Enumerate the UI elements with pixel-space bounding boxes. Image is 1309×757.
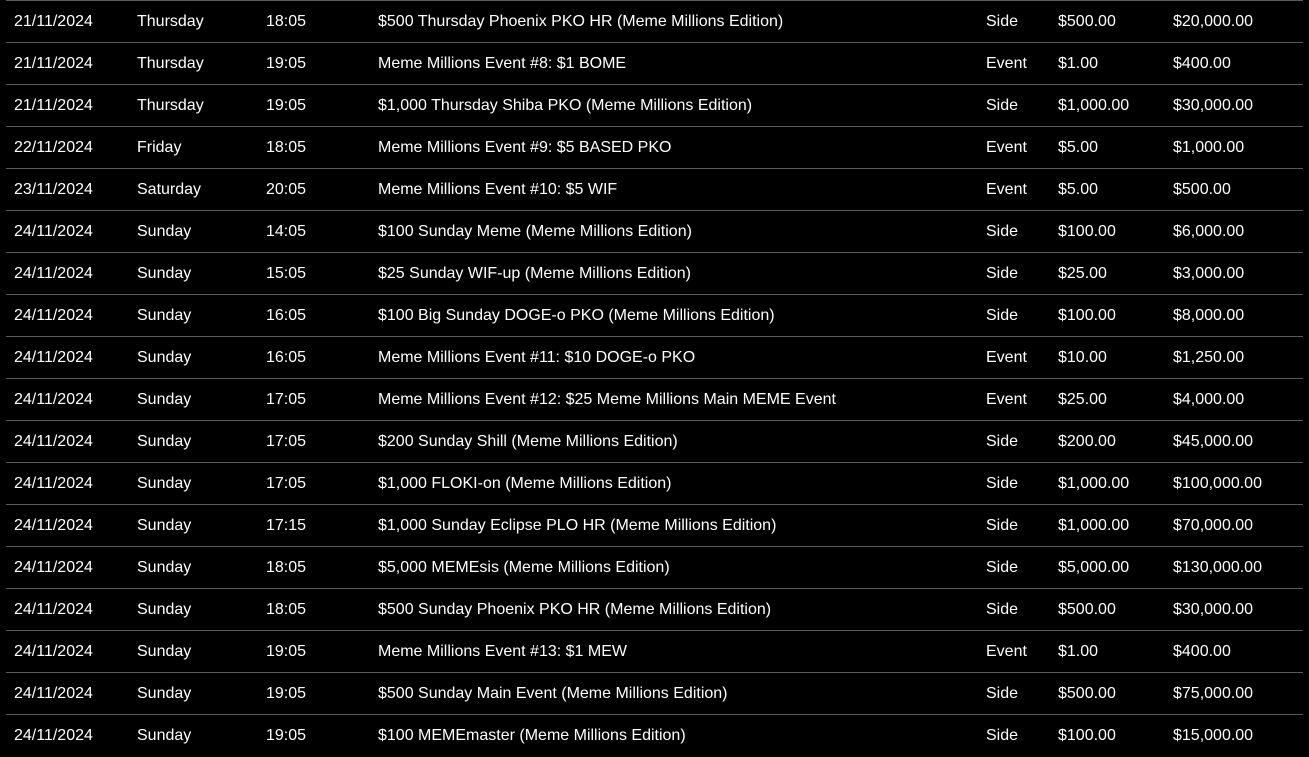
guarantee-cell: $100,000.00 bbox=[1173, 475, 1262, 492]
date-cell: 24/11/2024 bbox=[14, 265, 93, 282]
date-cell: 21/11/2024 bbox=[14, 13, 93, 30]
guarantee-cell: $500.00 bbox=[1173, 181, 1231, 198]
date-cell: 21/11/2024 bbox=[14, 55, 93, 72]
time-cell: 17:05 bbox=[266, 475, 307, 492]
table-row bbox=[6, 672, 1303, 714]
table-row bbox=[6, 462, 1303, 504]
type-cell: Event bbox=[986, 139, 1027, 156]
date-cell: 24/11/2024 bbox=[14, 517, 93, 534]
guarantee-cell: $20,000.00 bbox=[1173, 13, 1254, 30]
day-cell: Saturday bbox=[137, 181, 202, 198]
tournament-name-cell: $25 Sunday WIF-up (Meme Millions Edition) bbox=[378, 265, 692, 282]
type-cell: Side bbox=[986, 517, 1019, 534]
buyin-cell: $25.00 bbox=[1058, 391, 1107, 408]
day-cell: Sunday bbox=[137, 391, 192, 408]
day-cell: Sunday bbox=[137, 559, 192, 576]
type-cell: Side bbox=[986, 559, 1019, 576]
tournament-name-cell: $500 Sunday Phoenix PKO HR (Meme Millions Edition) bbox=[378, 601, 772, 618]
buyin-cell: $500.00 bbox=[1058, 601, 1116, 618]
type-cell: Side bbox=[986, 97, 1019, 114]
time-cell: 18:05 bbox=[266, 559, 307, 576]
table-row bbox=[6, 252, 1303, 294]
date-cell: 24/11/2024 bbox=[14, 475, 93, 492]
day-cell: Thursday bbox=[137, 13, 204, 30]
table-row bbox=[6, 168, 1303, 210]
buyin-cell: $500.00 bbox=[1058, 685, 1116, 702]
date-cell: 24/11/2024 bbox=[14, 643, 93, 660]
buyin-cell: $500.00 bbox=[1058, 13, 1116, 30]
type-cell: Event bbox=[986, 349, 1027, 366]
day-cell: Sunday bbox=[137, 307, 192, 324]
day-cell: Sunday bbox=[137, 601, 192, 618]
guarantee-cell: $70,000.00 bbox=[1173, 517, 1254, 534]
date-cell: 23/11/2024 bbox=[14, 181, 93, 198]
guarantee-cell: $3,000.00 bbox=[1173, 265, 1245, 282]
date-cell: 24/11/2024 bbox=[14, 727, 93, 744]
time-cell: 19:05 bbox=[266, 55, 307, 72]
time-cell: 19:05 bbox=[266, 685, 307, 702]
time-cell: 16:05 bbox=[266, 307, 307, 324]
time-cell: 16:05 bbox=[266, 349, 307, 366]
day-cell: Thursday bbox=[137, 55, 204, 72]
buyin-cell: $5.00 bbox=[1058, 139, 1099, 156]
buyin-cell: $1,000.00 bbox=[1058, 475, 1130, 492]
day-cell: Sunday bbox=[137, 433, 192, 450]
tournament-name-cell: $100 MEMEmaster (Meme Millions Edition) bbox=[378, 727, 686, 744]
time-cell: 17:05 bbox=[266, 433, 307, 450]
table-row bbox=[6, 378, 1303, 420]
table-row bbox=[6, 714, 1303, 756]
type-cell: Side bbox=[986, 433, 1019, 450]
tournament-name-cell: $500 Thursday Phoenix PKO HR (Meme Millions Edition) bbox=[378, 13, 784, 30]
type-cell: Event bbox=[986, 181, 1027, 198]
date-cell: 24/11/2024 bbox=[14, 559, 93, 576]
day-cell: Sunday bbox=[137, 727, 192, 744]
type-cell: Side bbox=[986, 685, 1019, 702]
guarantee-cell: $4,000.00 bbox=[1173, 391, 1245, 408]
buyin-cell: $100.00 bbox=[1058, 223, 1116, 240]
guarantee-cell: $6,000.00 bbox=[1173, 223, 1245, 240]
date-cell: 22/11/2024 bbox=[14, 139, 93, 156]
type-cell: Side bbox=[986, 13, 1019, 30]
day-cell: Friday bbox=[137, 139, 182, 156]
type-cell: Side bbox=[986, 265, 1019, 282]
guarantee-cell: $400.00 bbox=[1173, 643, 1231, 660]
day-cell: Sunday bbox=[137, 475, 192, 492]
guarantee-cell: $30,000.00 bbox=[1173, 97, 1254, 114]
buyin-cell: $5.00 bbox=[1058, 181, 1099, 198]
day-cell: Thursday bbox=[137, 97, 204, 114]
type-cell: Side bbox=[986, 223, 1019, 240]
buyin-cell: $1,000.00 bbox=[1058, 97, 1130, 114]
time-cell: 17:15 bbox=[266, 517, 307, 534]
tournament-name-cell: $1,000 FLOKI-on (Meme Millions Edition) bbox=[378, 475, 672, 492]
tournament-name-cell: Meme Millions Event #10: $5 WIF bbox=[378, 181, 618, 198]
buyin-cell: $1,000.00 bbox=[1058, 517, 1130, 534]
table-row bbox=[6, 294, 1303, 336]
tournament-name-cell: $1,000 Sunday Eclipse PLO HR (Meme Millions Edition) bbox=[378, 517, 777, 534]
date-cell: 24/11/2024 bbox=[14, 391, 93, 408]
time-cell: 19:05 bbox=[266, 727, 307, 744]
date-cell: 24/11/2024 bbox=[14, 433, 93, 450]
table-row bbox=[6, 210, 1303, 252]
date-cell: 24/11/2024 bbox=[14, 349, 93, 366]
day-cell: Sunday bbox=[137, 349, 192, 366]
table-row bbox=[6, 126, 1303, 168]
buyin-cell: $200.00 bbox=[1058, 433, 1116, 450]
guarantee-cell: $30,000.00 bbox=[1173, 601, 1254, 618]
time-cell: 18:05 bbox=[266, 601, 307, 618]
guarantee-cell: $1,250.00 bbox=[1173, 349, 1245, 366]
tournament-schedule-table bbox=[6, 0, 1303, 756]
time-cell: 14:05 bbox=[266, 223, 307, 240]
type-cell: Event bbox=[986, 391, 1027, 408]
tournament-name-cell: $100 Big Sunday DOGE-o PKO (Meme Millions Edition) bbox=[378, 307, 775, 324]
date-cell: 24/11/2024 bbox=[14, 223, 93, 240]
tournament-name-cell: Meme Millions Event #12: $25 Meme Millions Main MEME Event bbox=[378, 391, 836, 408]
type-cell: Event bbox=[986, 643, 1027, 660]
table-row bbox=[6, 0, 1303, 42]
time-cell: 20:05 bbox=[266, 181, 307, 198]
type-cell: Event bbox=[986, 55, 1027, 72]
guarantee-cell: $1,000.00 bbox=[1173, 139, 1245, 156]
tournament-name-cell: Meme Millions Event #9: $5 BASED PKO bbox=[378, 139, 672, 156]
tournament-name-cell: $200 Sunday Shill (Meme Millions Edition) bbox=[378, 433, 678, 450]
tournament-name-cell: $5,000 MEMEsis (Meme Millions Edition) bbox=[378, 559, 670, 576]
table-row bbox=[6, 504, 1303, 546]
day-cell: Sunday bbox=[137, 643, 192, 660]
tournament-name-cell: $500 Sunday Main Event (Meme Millions Edition) bbox=[378, 685, 728, 702]
table-row bbox=[6, 588, 1303, 630]
time-cell: 18:05 bbox=[266, 13, 307, 30]
guarantee-cell: $15,000.00 bbox=[1173, 727, 1254, 744]
buyin-cell: $100.00 bbox=[1058, 727, 1116, 744]
date-cell: 21/11/2024 bbox=[14, 97, 93, 114]
time-cell: 19:05 bbox=[266, 643, 307, 660]
tournament-name-cell: $1,000 Thursday Shiba PKO (Meme Millions Edition) bbox=[378, 97, 753, 114]
time-cell: 19:05 bbox=[266, 97, 307, 114]
guarantee-cell: $45,000.00 bbox=[1173, 433, 1254, 450]
guarantee-cell: $400.00 bbox=[1173, 55, 1231, 72]
buyin-cell: $25.00 bbox=[1058, 265, 1107, 282]
tournament-name-cell: Meme Millions Event #13: $1 MEW bbox=[378, 643, 627, 660]
day-cell: Sunday bbox=[137, 265, 192, 282]
table-row bbox=[6, 420, 1303, 462]
table-row bbox=[6, 84, 1303, 126]
table-row bbox=[6, 630, 1303, 672]
type-cell: Side bbox=[986, 475, 1019, 492]
buyin-cell: $100.00 bbox=[1058, 307, 1116, 324]
tournament-name-cell: $100 Sunday Meme (Meme Millions Edition) bbox=[378, 223, 692, 240]
table-row bbox=[6, 336, 1303, 378]
type-cell: Side bbox=[986, 601, 1019, 618]
date-cell: 24/11/2024 bbox=[14, 685, 93, 702]
guarantee-cell: $8,000.00 bbox=[1173, 307, 1245, 324]
table-row bbox=[6, 42, 1303, 84]
time-cell: 18:05 bbox=[266, 139, 307, 156]
tournament-name-cell: Meme Millions Event #11: $10 DOGE-o PKO bbox=[378, 349, 696, 366]
buyin-cell: $1.00 bbox=[1058, 643, 1099, 660]
type-cell: Side bbox=[986, 727, 1019, 744]
guarantee-cell: $75,000.00 bbox=[1173, 685, 1254, 702]
buyin-cell: $5,000.00 bbox=[1058, 559, 1130, 576]
time-cell: 15:05 bbox=[266, 265, 307, 282]
buyin-cell: $1.00 bbox=[1058, 55, 1099, 72]
guarantee-cell: $130,000.00 bbox=[1173, 559, 1262, 576]
table-row bbox=[6, 546, 1303, 588]
date-cell: 24/11/2024 bbox=[14, 307, 93, 324]
day-cell: Sunday bbox=[137, 685, 192, 702]
day-cell: Sunday bbox=[137, 223, 192, 240]
date-cell: 24/11/2024 bbox=[14, 601, 93, 618]
buyin-cell: $10.00 bbox=[1058, 349, 1107, 366]
day-cell: Sunday bbox=[137, 517, 192, 534]
type-cell: Side bbox=[986, 307, 1019, 324]
tournament-name-cell: Meme Millions Event #8: $1 BOME bbox=[378, 55, 627, 72]
time-cell: 17:05 bbox=[266, 391, 307, 408]
